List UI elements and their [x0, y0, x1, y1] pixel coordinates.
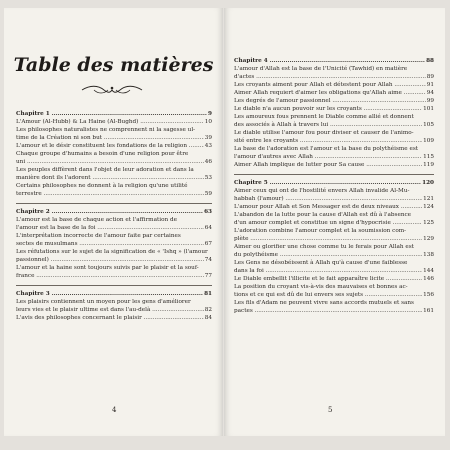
toc-page-number: 67 [204, 241, 212, 247]
toc-entry-text: l'amour d'autres avec Allah ..... [234, 154, 434, 160]
toc-entry-text: habbah (l'amour) ..... [234, 196, 434, 202]
toc-entry-text: Les amoureux fous prennent le Diable comme allié et donnent [234, 114, 414, 120]
page-number: 5 [328, 406, 333, 414]
toc-page-number: 46 [204, 159, 212, 165]
chapter-heading [234, 57, 434, 65]
toc-entry [234, 129, 434, 137]
toc-entry [16, 166, 212, 174]
right-page [224, 8, 445, 436]
toc-entry-text: passionnel) ..... [16, 257, 212, 263]
toc-entry-text: l'amour est la base de la foi ..... [16, 225, 212, 231]
toc-entry [234, 145, 434, 153]
toc-entry [234, 243, 434, 251]
toc-entry-text: tions et ce qui est dû de lui envers ses sujets ..... [234, 292, 434, 298]
page-number: 4 [112, 406, 117, 414]
toc-page-number: 43 [204, 143, 212, 149]
toc-entry-text: Chaque groupe d'humains a besoin d'une religion pour être [16, 151, 189, 157]
toc-page-number: 59 [204, 191, 212, 197]
toc-entry-text: L'amour et la haine sont toujours suivis par le plaisir et la souf- [16, 265, 199, 271]
toc-entry [234, 267, 434, 275]
toc-page-number: 105 [423, 122, 434, 128]
toc-page-number: 94 [426, 90, 434, 96]
toc-page-number: 161 [423, 308, 434, 314]
toc-entry [234, 89, 434, 97]
toc-entry-text: L'amour est la base de chaque action et l'affirmation de [16, 217, 177, 223]
toc-entry [234, 137, 434, 145]
toc-entry-text: d'un amour complet et constitue un signe d'hypocrisie ..... [234, 220, 434, 226]
toc-entry-text: Chapitre 3 ..... [16, 291, 212, 297]
table-of-contents-right [234, 57, 434, 315]
toc-entry [234, 235, 434, 243]
toc-entry-text: Les croyants aiment pour Allah et détestent pour Allah ..... [234, 82, 434, 88]
toc-page-number: 10 [204, 119, 212, 125]
toc-entry-text: pactes ..... [234, 308, 434, 314]
toc-entry-text: Aimer Allah implique de lutter pour Sa cause ..... [234, 162, 434, 168]
toc-page-number: 101 [423, 106, 434, 112]
toc-entry [234, 307, 434, 315]
toc-entry [234, 259, 434, 267]
toc-entry-text: france ..... [16, 273, 212, 279]
toc-entry-text: sité entre les croyants ..... [234, 138, 434, 144]
toc-entry [234, 97, 434, 105]
toc-entry-text: Aimer ceux qui ont de l'hostilité envers Allah invalide Al-Mu- [234, 188, 410, 194]
toc-entry [16, 118, 212, 126]
toc-page-number: 121 [423, 196, 434, 202]
toc-page-number: 63 [204, 209, 212, 215]
toc-entry-text: Les Gens ne désobéissent à Allah qu'à cause d'une faiblesse [234, 260, 408, 266]
toc-entry [234, 227, 434, 235]
toc-entry-text: du polythéisme ..... [234, 252, 434, 258]
toc-page-number: 77 [204, 273, 212, 279]
toc-entry [16, 256, 212, 264]
chapter-divider [234, 174, 434, 175]
toc-entry [234, 283, 434, 291]
toc-entry-text: L'amour et le désir constituent les fondations de la religion ..... [16, 143, 212, 149]
toc-entry-text: L'amour pour Allah et Son Messager est de deux niveaux ..... [234, 204, 434, 210]
toc-page-number: 9 [208, 111, 212, 117]
toc-entry-text: Certains philosophes ne donnent à la religion qu'une utilité [16, 183, 188, 189]
toc-entry-text: Le diable utilise l'amour fou pour diviser et causer de l'animo- [234, 130, 414, 136]
chapter-divider [16, 285, 212, 286]
toc-entry-text: Chapitre 4 ..... [234, 58, 434, 64]
toc-entry [16, 142, 212, 150]
toc-entry-text: L'amour d'Allah est la base de l'Unicité (Tawhid) en matière [234, 66, 408, 72]
toc-page-number: 74 [204, 257, 212, 263]
toc-entry-text: L'adoration combine l'amour complet et la soumission com- [234, 228, 407, 234]
toc-entry [16, 150, 212, 158]
toc-entry [16, 314, 212, 322]
toc-entry [234, 121, 434, 129]
toc-entry [16, 272, 212, 280]
toc-entry-text: uni ..... [16, 159, 212, 165]
toc-entry-text: Les peuples diffèrent dans l'objet de leur adoration et dans la [16, 167, 194, 173]
toc-entry-text: sectes de musulmans ..... [16, 241, 212, 247]
toc-entry-text: Les philosophes naturalistes ne comprennent ni la sagesse ul- [16, 127, 196, 133]
toc-entry-text: L'Amour (Al-Hubb) & La Haine (Al-Bughd) ..... [16, 119, 212, 125]
toc-entry [16, 240, 212, 248]
toc-entry-text: leurs vies et le plaisir ultime est dans l'au-delà ..... [16, 307, 212, 313]
toc-entry [234, 219, 434, 227]
toc-page-number: 129 [423, 236, 434, 242]
toc-entry [234, 203, 434, 211]
chapter-heading [16, 208, 212, 216]
toc-entry [16, 216, 212, 224]
toc-entry [234, 251, 434, 259]
toc-entry-text: Chapitre 5 ..... [234, 180, 434, 186]
toc-entry-text: Chapitre 1 ..... [16, 111, 212, 117]
toc-entry-text: La position du croyant vis-à-vis des mauvaises et bonnes ac- [234, 284, 408, 290]
toc-entry-text: Le Diable embellit l'illicite et le fait apparaître licite ..... [234, 276, 434, 282]
toc-entry [234, 113, 434, 121]
toc-page-number: 91 [426, 82, 434, 88]
page-title: Table des matières [13, 54, 214, 76]
toc-page-number: 124 [423, 204, 434, 210]
toc-page-number: 146 [423, 276, 434, 282]
toc-entry [16, 182, 212, 190]
toc-entry-text: L'avis des philosophes concernant le plaisir ..... [16, 315, 212, 321]
toc-page-number: 156 [423, 292, 434, 298]
toc-entry [234, 299, 434, 307]
toc-entry-text: d'actes ..... [234, 74, 434, 80]
left-page [4, 8, 223, 436]
toc-entry-text: time de la Création ni son but ..... [16, 135, 212, 141]
toc-entry [16, 248, 212, 256]
table-of-contents-left [16, 110, 212, 322]
toc-page-number: 109 [423, 138, 434, 144]
toc-entry [234, 161, 434, 169]
toc-entry [234, 187, 434, 195]
toc-entry-text: Le diable n'a aucun pouvoir sur les croyants ..... [234, 106, 434, 112]
toc-entry-text: Aimer Allah requiert d'aimer les obligations qu'Allah aime ..... [234, 90, 434, 96]
toc-entry [234, 291, 434, 299]
toc-entry-text: Les réfutations sur le sujet de la signification de « 'Ishq » (l'amour [16, 249, 208, 255]
toc-entry-text: La base de l'adoration est l'amour et la base du polythéisme est [234, 146, 419, 152]
toc-page-number: 82 [204, 307, 212, 313]
toc-entry [16, 134, 212, 142]
toc-page-number: 64 [204, 225, 212, 231]
toc-entry [16, 126, 212, 134]
toc-entry [16, 306, 212, 314]
chapter-heading [16, 110, 212, 118]
toc-entry [16, 158, 212, 166]
toc-entry-text: Les plaisirs contiennent un moyen pour les gens d'améliorer [16, 299, 191, 305]
toc-entry [234, 73, 434, 81]
toc-page-number: 115 [423, 154, 434, 160]
toc-entry [16, 298, 212, 306]
toc-entry [234, 153, 434, 161]
chapter-heading [16, 290, 212, 298]
toc-page-number: 138 [423, 252, 434, 258]
ornament-divider-icon [80, 84, 144, 96]
toc-entry [16, 190, 212, 198]
toc-entry-text: Les degrés de l'amour passionnel ..... [234, 98, 434, 104]
toc-page-number: 39 [204, 135, 212, 141]
toc-entry-text: manière dont ils l'adorent ..... [16, 175, 212, 181]
toc-entry [234, 195, 434, 203]
toc-entry [234, 65, 434, 73]
toc-entry [16, 174, 212, 182]
toc-page-number: 99 [426, 98, 434, 104]
toc-entry-text: Aimer ou glorifier une chose comme tu le ferais pour Allah est [234, 244, 414, 250]
toc-entry [16, 264, 212, 272]
toc-entry-text: dans la foi ..... [234, 268, 434, 274]
toc-page-number: 89 [426, 74, 434, 80]
toc-page-number: 81 [204, 291, 212, 297]
toc-entry [16, 232, 212, 240]
toc-page-number: 53 [204, 175, 212, 181]
toc-page-number: 84 [204, 315, 212, 321]
chapter-heading [234, 179, 434, 187]
toc-page-number: 144 [423, 268, 434, 274]
toc-entry-text: Chapitre 2 ..... [16, 209, 212, 215]
toc-entry [234, 105, 434, 113]
toc-entry-text: L'interprétation incorrecte de l'amour faite par certaines [16, 233, 181, 239]
toc-page-number: 125 [423, 220, 434, 226]
chapter-divider [16, 203, 212, 204]
toc-entry [234, 275, 434, 283]
toc-entry-text: Les fils d'Adam ne peuvent vivre sans accords mutuels et sans [234, 300, 414, 306]
toc-page-number: 119 [423, 162, 434, 168]
toc-entry [16, 224, 212, 232]
toc-entry-text: terrestre ..... [16, 191, 212, 197]
toc-entry [234, 211, 434, 219]
toc-page-number: 120 [422, 180, 434, 186]
toc-entry [234, 81, 434, 89]
toc-page-number: 88 [426, 58, 434, 64]
toc-entry-text: plète ..... [234, 236, 434, 242]
toc-entry-text: des associés à Allah à travers lui ..... [234, 122, 434, 128]
toc-entry-text: L'abandon de la lutte pour la cause d'Allah est dû à l'absence [234, 212, 412, 218]
